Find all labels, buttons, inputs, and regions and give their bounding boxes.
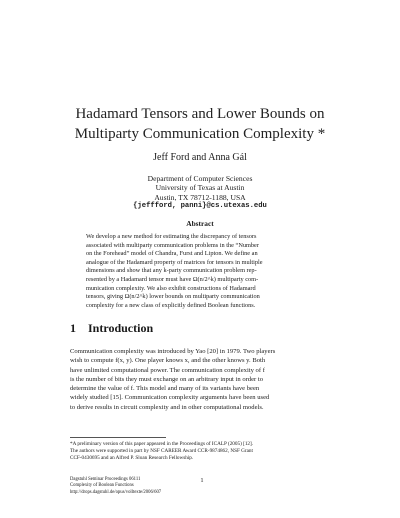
page-number: 1 [200,477,204,484]
abstract-line: on the Forehead” model of Chandra, Furst and Lipton. We define an [86,250,258,258]
body-line: widely studied [15]. Communication complexity arguments have been used [70,394,270,402]
section-number: 1 [70,321,76,335]
abstract-line: We develop a new method for estimating the discrepancy of tensors [86,233,257,240]
affiliation-university: University of Texas at Austin [155,183,245,193]
section-heading [70,321,340,336]
affiliation-block [0,174,400,212]
affiliation-email: {jeffford, panni}@cs.utexas.edu [133,202,267,211]
affiliation-department: Department of Computer Sciences [147,174,253,183]
abstract-line: tensors, giving Ω(n/2^k) lower bounds on multiparty communication [86,293,260,301]
footnote-line: CCF-0430695 and an Alfred P. Sloan Research Fellowship. [70,455,194,462]
title-line-1: Hadamard Tensors and Lower Bounds on [75,106,325,122]
abstract-line: associated with multiparty communication problems in the “Number [86,241,259,249]
abstract-line: dimensions and show that any k-party communication problem rep- [86,267,257,275]
abstract-text [86,233,320,310]
body-line: Communication complexity was introduced by Yao [20] in 1979. Two players [70,348,276,355]
section-title: Introduction [88,321,154,335]
abstract-line: complexity for a new class of explicitly defined Boolean functions. [86,301,256,309]
affiliation-address: Austin, TX 78712-1188, USA [154,192,246,202]
footnote-line: *A preliminary version of this paper appeared in the Proceedings of ICALP (2005) [12]. [70,441,254,447]
body-paragraph [70,347,336,412]
abstract-line: analogue of the Hadamard property of matrices for tensors in multiple [86,258,263,266]
paper-authors: Jeff Ford and Anna Gál [153,152,247,163]
abstract-line: munication complexity. We also exhibit constructions of Hadamard [86,284,256,292]
footer-line: Complexity of Boolean Functions [70,483,134,489]
seminar-footer [70,477,190,496]
abstract-heading: Abstract [186,219,214,228]
footer-url[interactable]: http://drops.dagstuhl.de/opus/volltexte/2006/607 [70,489,162,495]
body-line: is the number of bits they must exchange on an arbitrary input in order to [70,375,264,383]
body-line: wish to compute f(x, y). One player knows x, and the other knows y. Both [70,357,266,365]
body-line: to derive results in circuit complexity and in other computational models. [70,403,264,411]
abstract-line: resented by a Hadamard tensor must have Ω(n/2^k) multiparty com- [86,275,259,283]
footnote-line: The authors were supported in part by NSF CAREER Award CCR-9874862, NSF Grant [70,448,253,455]
body-line: have unlimited computational power. The communication complexity of f [70,366,265,374]
footnote [70,441,336,462]
footer-line: Dagstuhl Seminar Proceedings 06111 [70,477,141,482]
paper-title [40,104,360,144]
footnote-rule [70,437,166,438]
title-line-2: Multiparty Communication Complexity * [74,126,326,142]
body-line: determine the value of f. This model and many of its variants have been [70,385,260,393]
